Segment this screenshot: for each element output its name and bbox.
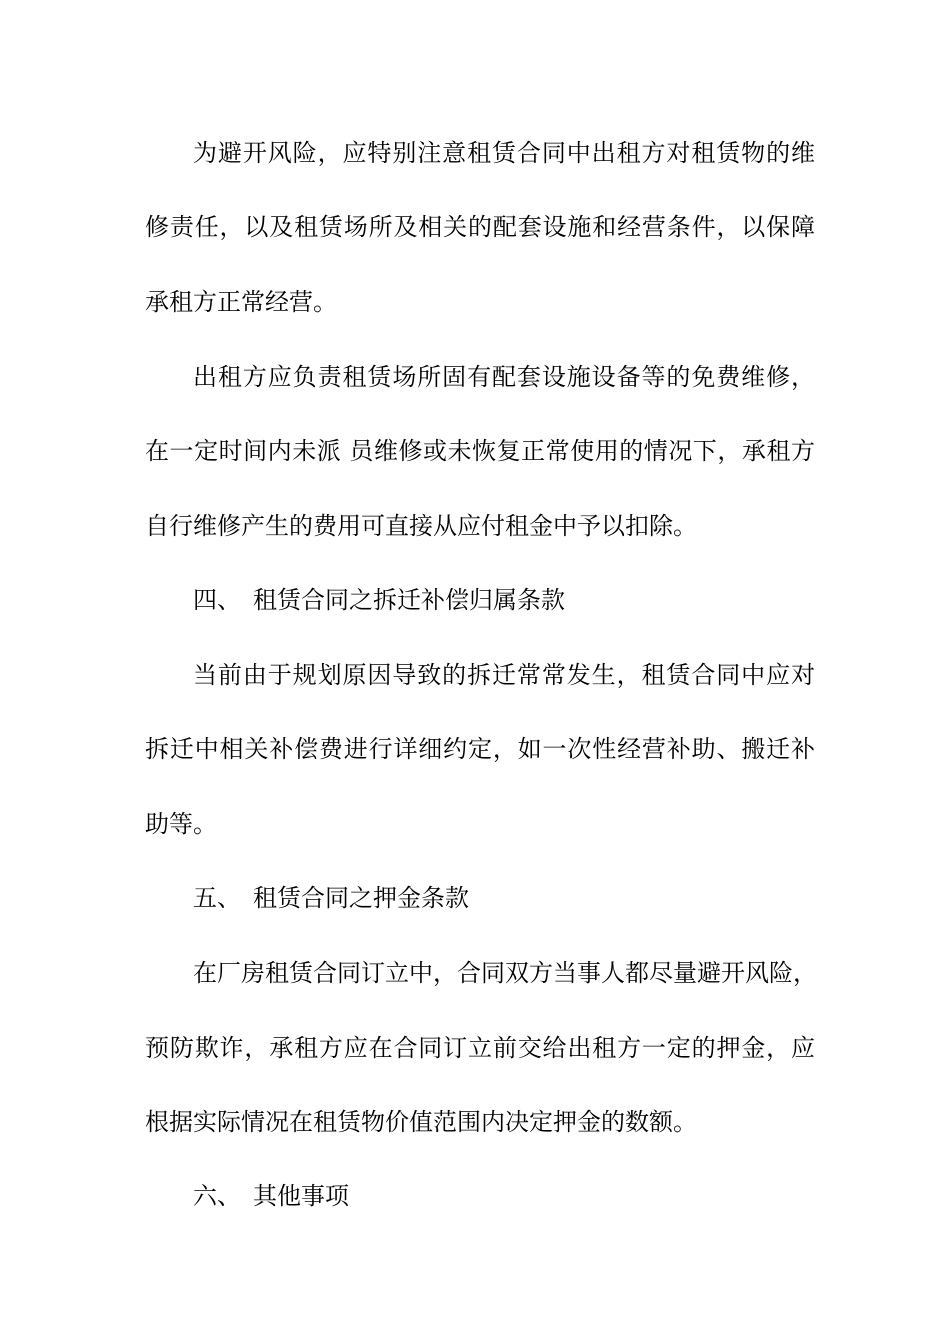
paragraph-2-line-1: 出租方应负责租赁场所固有配套设施设备等的免费维修， [193,363,815,391]
section-heading-5 [193,878,469,918]
section-heading-4 [193,580,565,620]
paragraph-4-line-1: 在厂房租赁合同订立中，合同双方当事人都尽量避开风险， [193,959,817,987]
paragraph-4-line-2: 预防欺诈，承租方应在合同订立前交给出租方一定的押金，应 [145,1034,815,1062]
paragraph-2-line-3: 自行维修产生的费用可直接从应付租金中予以扣除。 [145,512,697,540]
section-number-4: 四、 [193,586,241,614]
paragraph-4-line-3: 根据实际情况在租赁物价值范围内决定押金的数额。 [145,1108,697,1136]
section-title-5: 租赁合同之押金条款 [253,884,469,912]
paragraph-3-line-3: 助等。 [145,810,217,838]
section-title-6: 其他事项 [253,1182,349,1210]
paragraph-3-line-2: 拆迁中相关补偿费进行详细约定，如一次性经营补助、搬迁补 [145,735,815,763]
paragraph-1-line-1: 为避开风险，应特别注意租赁合同中出租方对租赁物的维 [193,139,815,167]
section-heading-6 [193,1176,349,1216]
paragraph-1-line-3: 承租方正常经营。 [145,288,337,316]
section-number-6: 六、 [193,1182,241,1210]
paragraph-1-line-2: 修责任，以及租赁场所及相关的配套设施和经营条件，以保障 [145,213,815,241]
paragraph-3-line-1: 当前由于规划原因导致的拆迁常常发生，租赁合同中应对 [193,661,815,689]
section-title-4: 租赁合同之拆迁补偿归属条款 [253,586,565,614]
section-number-5: 五、 [193,884,241,912]
paragraph-2-line-2: 在一定时间内未派 员维修或未恢复正常使用的情况下，承租方 [145,437,815,465]
